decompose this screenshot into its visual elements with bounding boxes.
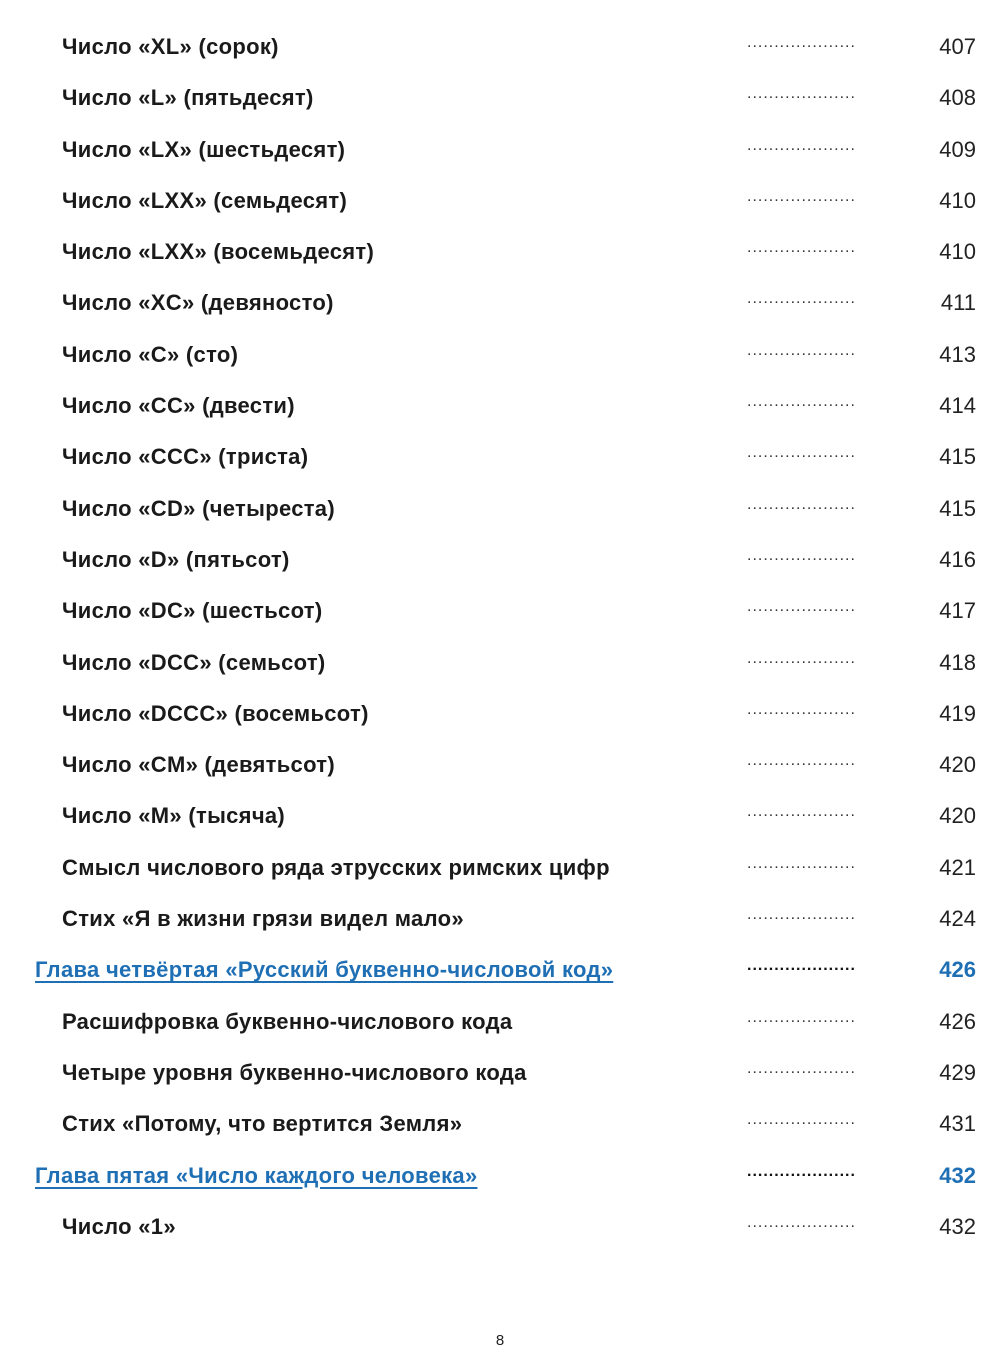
toc-page-number: 420 — [939, 752, 976, 778]
toc-page-number: 410 — [939, 239, 976, 265]
toc-entry-title: Число «CCC» (триста) — [62, 444, 309, 470]
toc-entry-title: Число «XL» (сорок) — [62, 34, 279, 59]
toc-page-number: 426 — [939, 1008, 976, 1034]
toc-row — [0, 1048, 1000, 1099]
toc-page-number: 414 — [939, 393, 976, 419]
dot-leader: .................... — [747, 1162, 856, 1180]
toc-page-number: 413 — [939, 341, 976, 367]
toc-entry-title: Четыре уровня буквенно-числового кода — [62, 1059, 527, 1085]
toc-row — [0, 740, 1000, 791]
dot-leader: .................... — [747, 85, 856, 103]
toc-entry-title: Число «LXX» (семьдесят) — [62, 187, 348, 213]
toc-page-number: 416 — [939, 546, 976, 572]
toc-entry-title: Число «L» (пятьдесят) — [62, 85, 314, 111]
toc-entry-title: Число «D» (пятьсот) — [62, 546, 290, 572]
toc-row — [0, 894, 1000, 945]
dot-leader: .................... — [747, 393, 856, 411]
toc-row — [0, 125, 1000, 176]
toc-row — [0, 535, 1000, 586]
toc-row — [0, 381, 1000, 432]
toc-page-number: 408 — [939, 85, 976, 111]
dot-leader: .................... — [747, 1059, 856, 1077]
toc-row — [0, 484, 1000, 535]
toc-page-number: 420 — [939, 803, 976, 829]
toc-page-number: 429 — [939, 1059, 976, 1085]
toc-row — [0, 1099, 1000, 1150]
toc-entry-title: Число «M» (тысяча) — [62, 803, 286, 829]
dot-leader: .................... — [747, 906, 856, 924]
dot-leader: .................... — [747, 290, 856, 308]
toc-page-number: 409 — [939, 136, 976, 162]
dot-leader: .................... — [747, 341, 856, 359]
toc-row-chapter — [0, 945, 1000, 996]
dot-leader: .................... — [747, 239, 856, 257]
chapter-link[interactable]: Глава пятая «Число каждого человека» — [35, 1162, 478, 1188]
dot-leader: .................... — [747, 495, 856, 513]
toc-entry-title: Стих «Я в жизни грязи видел мало» — [62, 906, 464, 932]
toc-entry-title: Число «1» — [62, 1213, 176, 1239]
toc-row-chapter — [0, 1151, 1000, 1202]
toc-entry-title: Число «DCCC» (восемьсот) — [62, 700, 369, 726]
dot-leader: .................... — [747, 546, 856, 564]
toc-page-number: 432 — [939, 1213, 976, 1239]
toc-row — [0, 843, 1000, 894]
toc-page-number: 424 — [939, 906, 976, 932]
toc-page-number: 431 — [939, 1111, 976, 1137]
dot-leader: .................... — [747, 1213, 856, 1231]
dot-leader: .................... — [747, 136, 856, 154]
toc-page-number: 410 — [939, 187, 976, 213]
chapter-page-link[interactable]: 426 — [939, 957, 976, 983]
dot-leader: .................... — [747, 649, 856, 667]
toc-row — [0, 278, 1000, 329]
toc-entry-title: Число «CM» (девятьсот) — [62, 752, 335, 778]
chapter-page-link[interactable]: 432 — [939, 1162, 976, 1188]
dot-leader: .................... — [747, 34, 856, 51]
toc-page-number: 415 — [939, 444, 976, 470]
toc-entry-title: Число «CC» (двести) — [62, 393, 295, 419]
toc-page-number: 417 — [939, 598, 976, 624]
toc-entry-title: Число «DC» (шестьсот) — [62, 598, 323, 624]
toc-entry-title: Число «C» (сто) — [62, 341, 239, 367]
toc-entry-title: Число «LXX» (восемьдесят) — [62, 239, 375, 265]
toc-page-number: 419 — [939, 700, 976, 726]
toc-row — [0, 586, 1000, 637]
page-number: 8 — [495, 1332, 505, 1349]
toc-row — [0, 176, 1000, 227]
toc-row — [0, 330, 1000, 381]
toc-entry-title: Число «CD» (четыреста) — [62, 495, 335, 521]
dot-leader: .................... — [747, 752, 856, 770]
toc-entry-title: Смысл числового ряда этрусских римских цифр — [62, 854, 610, 880]
toc-row — [0, 1202, 1000, 1253]
dot-leader: .................... — [747, 444, 856, 462]
toc-row — [0, 73, 1000, 124]
toc-entry-title: Число «XC» (девяносто) — [62, 290, 334, 316]
toc-row — [0, 689, 1000, 740]
toc-entry-title: Число «DCC» (семьсот) — [62, 649, 326, 675]
toc-row — [0, 22, 1000, 73]
toc-page-number: 407 — [939, 34, 976, 59]
table-of-contents — [0, 22, 1000, 1253]
chapter-link[interactable]: Глава четвёртая «Русский буквенно-числовой код» — [35, 957, 614, 983]
toc-page-number: 421 — [939, 854, 976, 880]
toc-page-number: 415 — [939, 495, 976, 521]
dot-leader: .................... — [747, 1008, 856, 1026]
toc-entry-title: Расшифровка буквенно-числового кода — [62, 1008, 513, 1034]
dot-leader: .................... — [747, 187, 856, 205]
dot-leader: .................... — [747, 1111, 856, 1129]
toc-row — [0, 638, 1000, 689]
toc-row — [0, 432, 1000, 483]
toc-page-number: 418 — [939, 649, 976, 675]
toc-row — [0, 791, 1000, 842]
toc-row — [0, 997, 1000, 1048]
dot-leader: .................... — [747, 803, 856, 821]
toc-entry-title: Стих «Потому, что вертится Земля» — [62, 1111, 463, 1137]
toc-row — [0, 227, 1000, 278]
dot-leader: .................... — [747, 598, 856, 616]
dot-leader: .................... — [747, 700, 856, 718]
dot-leader: .................... — [747, 957, 856, 975]
toc-page-number: 411 — [940, 290, 976, 316]
toc-entry-title: Число «LX» (шестьдесят) — [62, 136, 346, 162]
dot-leader: .................... — [747, 854, 856, 872]
